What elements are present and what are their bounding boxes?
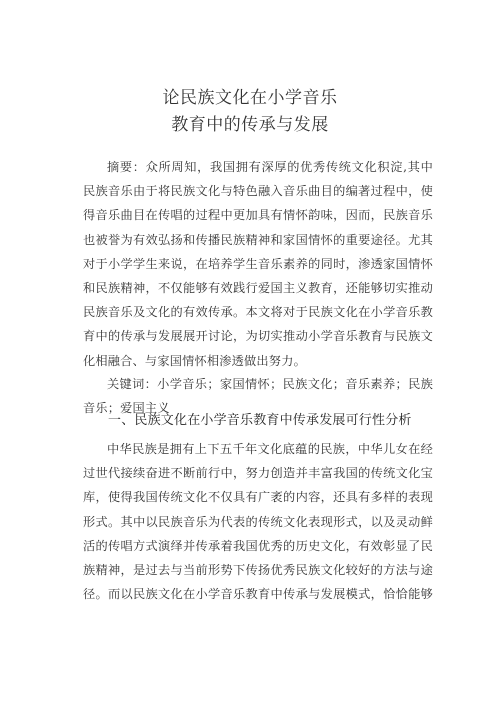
abstract-line: 化相融合、与家国情怀相渗透做出努力。 xyxy=(83,353,306,368)
document-title-line-2: 教育中的传承与发展 xyxy=(171,115,329,135)
abstract-line: 和民族精神，不仅能够有效践行爱国主义教育，还能够切实推动 xyxy=(83,280,433,295)
section-line: 形式。其中以民族音乐为代表的传统文化表现形式，以及灵动鲜 xyxy=(83,514,433,529)
section-line: 库，使得我国传统文化不仅具有广袤的内容，还具有多样的表现 xyxy=(83,490,433,505)
abstract-line: 民族音乐由于将民族文化与特色融入音乐曲目的编著过程中，使 xyxy=(83,184,433,199)
abstract-line: 民族音乐及文化的有效传承。本文将对于民族文化在小学音乐教 xyxy=(83,305,433,320)
abstract-paragraph xyxy=(83,155,433,373)
abstract-line: 育中的传承与发展展开讨论，为切实推动小学音乐教育与民族文 xyxy=(83,329,433,344)
abstract-line: 对于小学学生来说，在培养学生音乐素养的同时，渗透家国情怀 xyxy=(83,256,433,271)
section-line: 中华民族是拥有上下五千年文化底蕴的民族，中华儿女在经 xyxy=(107,442,433,456)
keywords-line: 音乐；爱国主义 xyxy=(83,401,170,416)
section-heading: 一、民族文化在小学音乐教育中传承发展可行性分析 xyxy=(108,413,412,428)
abstract-line: 得音乐曲目在传唱的过程中更加具有情怀韵味，因而，民族音乐 xyxy=(83,208,433,223)
section-line: 径。而以民族文化在小学音乐教育中传承与发展模式，恰恰能够 xyxy=(83,587,433,602)
section-paragraph xyxy=(83,437,433,606)
keywords-line: 关键词：小学音乐；家国情怀；民族文化；音乐素养；民族 xyxy=(107,377,433,391)
document-title-line-1: 论民族文化在小学音乐 xyxy=(162,88,338,108)
section-line: 族精神，是过去与当前形势下传扬优秀民族文化较好的方法与途 xyxy=(83,562,433,577)
abstract-line: 也被誉为有效弘扬和传播民族精神和家国情怀的重要途径。尤其 xyxy=(83,232,433,247)
section-line: 过世代接续奋进不断前行中，努力创造并丰富我国的传统文化宝 xyxy=(83,466,433,481)
abstract-line: 摘要：众所周知，我国拥有深厚的优秀传统文化积淀,其中 xyxy=(107,160,433,174)
section-line: 活的传唱方式演绎并传承着我国优秀的历史文化，有效彰显了民 xyxy=(83,538,433,553)
